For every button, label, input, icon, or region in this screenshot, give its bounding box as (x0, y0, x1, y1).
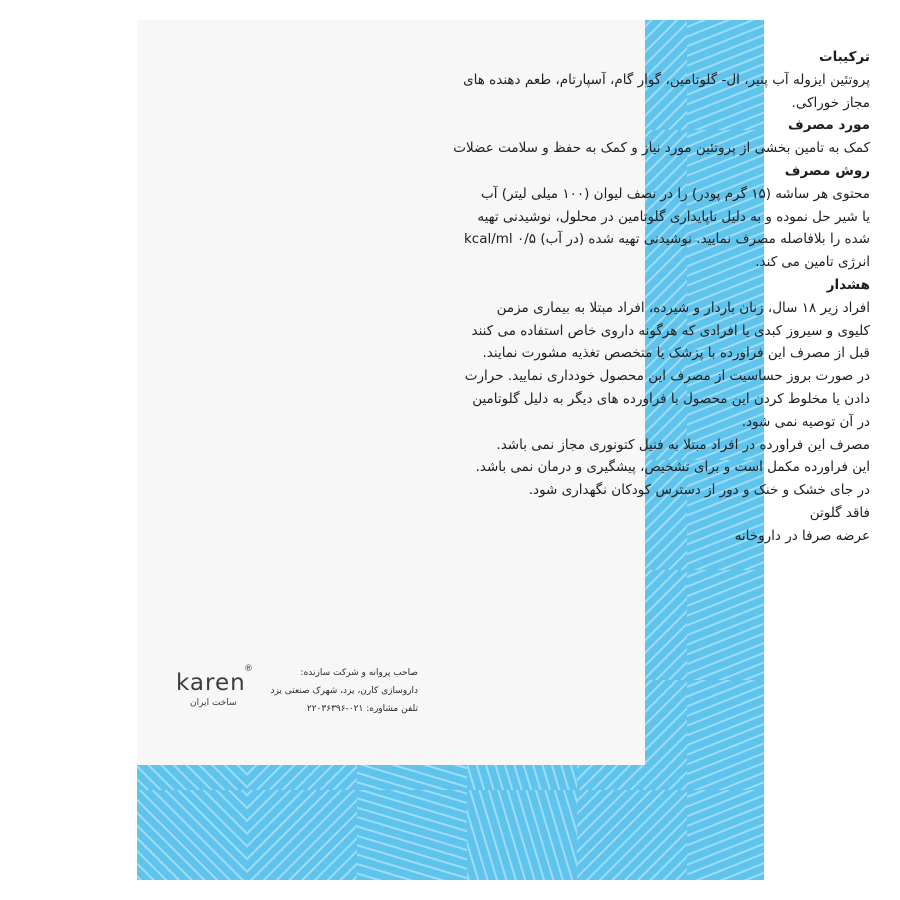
warning-line: قبل از مصرف این فراورده با پزشک یا متخصص تغذیه مشورت نمایند. (482, 345, 870, 362)
warning-line: مصرف این فراورده در افراد مبتلا به فنیل کتونوری مجاز نمی باشد. (496, 436, 870, 453)
manufacturer-info (258, 664, 418, 718)
manufacturer-line: داروسازی کارن، یزد، شهرک صنعتی یزد (270, 686, 418, 696)
warning-line: کلیوی و سیروز کبدی یا افرادی که هرگونه داروی خاص استفاده می کنند (471, 322, 870, 339)
ingredients-heading: ترکیبات (819, 49, 870, 65)
warning-heading: هشدار (826, 276, 870, 293)
pharmacy-only-note: عرضه صرفا در داروخانه (734, 527, 870, 544)
ingredients-section (420, 46, 870, 114)
directions-line: یا شیر حل نموده و به دلیل ناپایداری گلوتامین در محلول، نوشیدنی تهیه (477, 208, 870, 225)
warning-line: دادن یا مخلوط کردن این محصول با فراورده های دیگر به دلیل گلوتامین (472, 390, 870, 407)
usage-heading: مورد مصرف (788, 117, 870, 134)
manufacturer-line: صاحب پروانه و شرکت سازنده: (300, 668, 418, 678)
label-text (420, 46, 870, 548)
logo-wordmark: karen (176, 670, 246, 696)
ingredients-line: مجاز خوراکی. (791, 94, 870, 111)
ingredients-line: پروتئین ایزوله آب پنیر، ال- گلوتامین، گوار گام، آسپارتام، طعم دهنده های (463, 71, 870, 88)
warning-line: افراد زیر ۱۸ سال، زنان باردار و شیرده، افراد مبتلا به بیماری مزمن (496, 299, 870, 316)
registered-mark: ® (244, 664, 253, 674)
warning-line: این فراورده مکمل است و برای تشخیص، پیشگیری و درمان نمی باشد. (475, 459, 870, 476)
gluten-free-note: فاقد گلوتن (809, 504, 870, 521)
usage-section (420, 114, 870, 160)
manufacturer-phone: تلفن مشاوره: ۰۲۱-۲۲۰۳۶۳۹۶ (306, 704, 418, 714)
directions-line: انرژی تامین می کند. (755, 254, 870, 271)
directions-heading: روش مصرف (784, 162, 870, 179)
directions-line: شده را بلافاصله مصرف نمایید. نوشیدنی تهیه شده (در آب) ۰/۵ kcal/ml (463, 231, 870, 248)
warning-line: در صورت بروز حساسیت از مصرف این محصول خودداری نمایید. حرارت (464, 368, 870, 385)
made-in-iran-label: ساخت ایران (190, 698, 237, 708)
directions-section (420, 160, 870, 274)
directions-line: محتوی هر ساشه (۱۵ گرم پودر) را در نصف لیوان (۱۰۰ میلی لیتر) آب (480, 185, 870, 202)
karen-logo (168, 664, 258, 714)
warning-line: در جای خشک و خنک و دور از دسترس کودکان نگهداری شود. (528, 482, 870, 499)
warning-line: در آن توصیه نمی شود. (741, 413, 870, 430)
usage-line: کمک به تامین بخشی از پروتئین مورد نیاز و کمک به حفظ و سلامت عضلات (453, 140, 870, 157)
warning-section (420, 274, 870, 548)
